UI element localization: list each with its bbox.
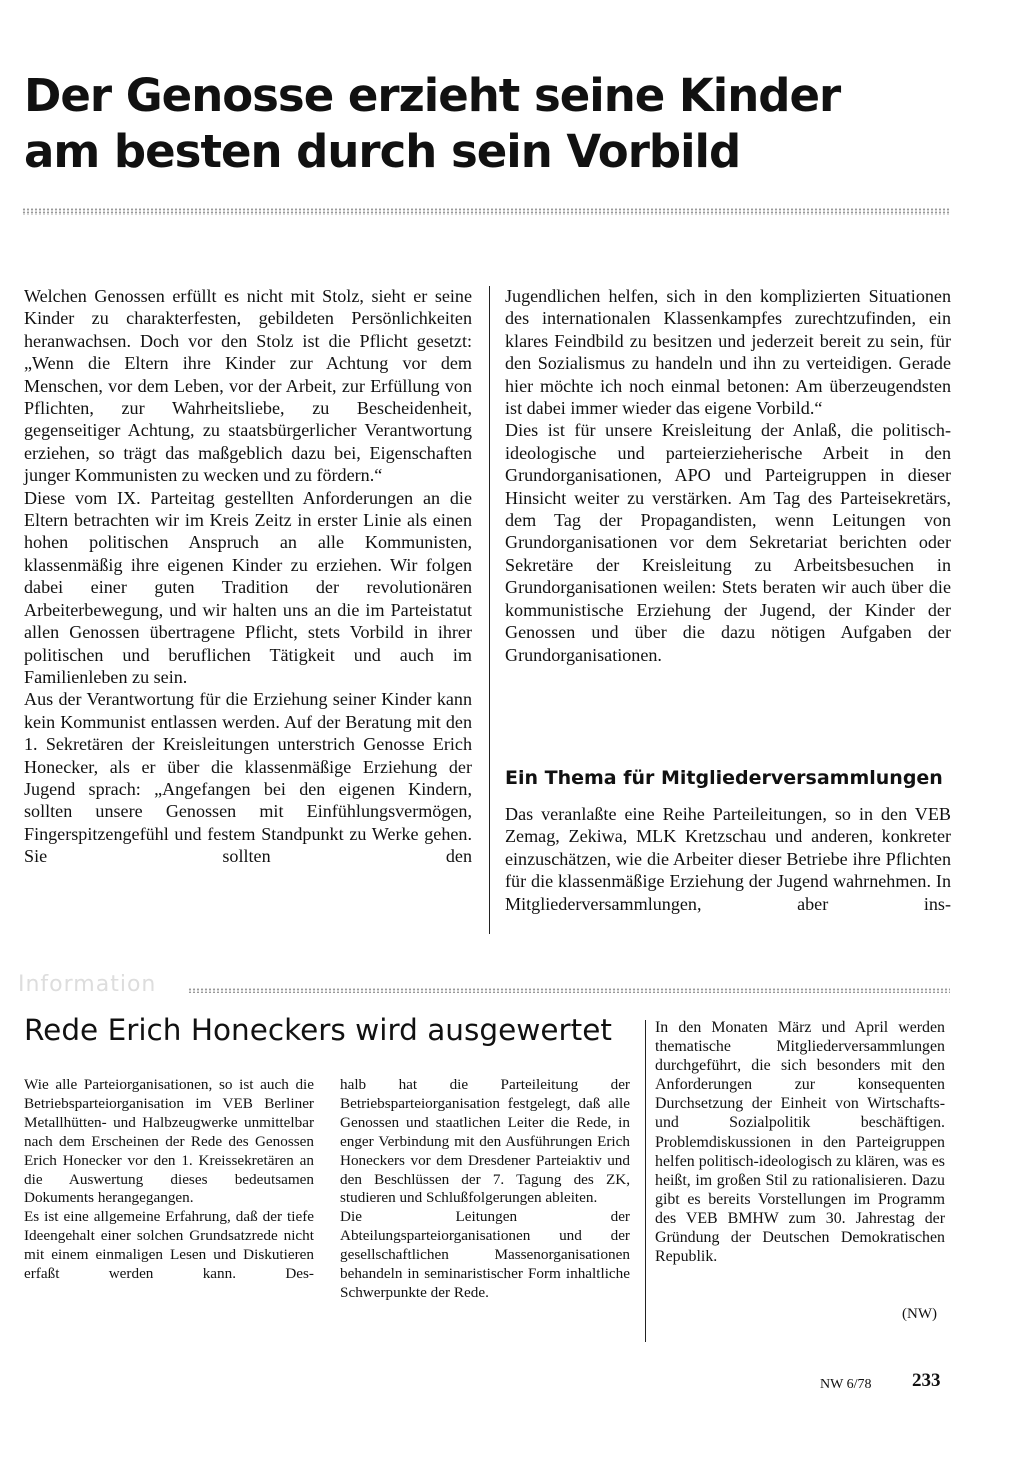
paragraph: Jugendlichen helfen, sich in den komplizierten Situationen des internationalen Klassenkampfes zurechtzufinden, ein klares Feindbild zu besitzen und jederzeit bereit zu sein, für den Sozialismus zu handeln und ihn zu verteidigen. Gerade hier möchte ich noch einmal betonen: Am überzeugendsten ist dabei immer wieder das eigene Vorbild.“ [505,286,951,419]
information-column-divider [645,1020,646,1342]
paragraph: Welchen Genossen erfüllt es nicht mit Stolz, sieht er seine Kinder zu charakterfesten, gebildeten Persönlichkeiten heranwachsen. Doch vor den Stolz ist die Pflicht gesetzt: „Wenn die Eltern ihre Kinder zur Achtung vor dem Menschen, vor dem Leben, vor der Arbeit, zur Erfüllung von Pflichten, zur Wahrheitsliebe, zu Bescheidenheit, gegenseitiger Achtung, zu staatsbürgerlicher Verantwortung erziehen, so trägt das maßgeblich dazu bei, Eigenschaften junger Kommunisten zu wecken und zu fördern.“ [24,286,472,486]
headline-line-2: am besten durch sein Vorbild [24,125,741,178]
paragraph: In den Monaten März und April werden thematische Mitgliederversammlungen durchgeführt, die sich besonders mit den Anforderungen zur konsequenten Durchsetzung der Einheit von Wirtschafts- und Sozialpolitik beschäftigen. Problemdiskussionen in den Parteigruppen helfen politisch-ideologisch zu klären, was es heißt, im großen Stil zu rationalisieren. Dazu gibt es bereits Vorstellungen im Programm des VEB BMHW zum 30. Jahrestag der Gründung der Deutschen Demokratischen Republik. [655,1019,945,1266]
headline-line-1: Der Genosse erzieht seine Kinder [24,69,841,122]
paragraph: Die Leitungen der Abteilungsparteiorganisationen und der gesellschaftlichen Massenorganisationen behandeln in seminaristischer Form inhaltliche Schwerpunkte der Rede. [340,1208,630,1301]
article-column-2 [505,285,951,666]
paragraph: Dies ist für unsere Kreisleitung der Anlaß, die politisch-ideologische und parteierzieherische Arbeit in den Grundorganisationen, APO und Parteigruppen in dieser Hinsicht weiter zu verstärken. Am Tag des Parteisekretärs, dem Tag der Propagandisten, wenn Leitungen von Grundorganisationen vor dem Sekretariat berichten oder Sekretäre der Kreisleitung zu Arbeitsbesuchen in Grundorganisationen weilen: Stets beraten wir auch über die kommunistische Erziehung der Jugend, der Kinder der Genossen und über die dazu nötigen Aufgaben der Grundorganisationen. [505,420,951,665]
information-signature: (NW) [902,1306,937,1322]
article-column-1 [24,285,472,868]
information-column-2 [340,1076,630,1303]
headline-rule [22,208,950,215]
information-rule [188,988,950,993]
column-divider [489,286,490,934]
paragraph: Wie alle Parteiorganisationen, so ist auch die Betriebsparteiorganisation im VEB Berliner Metallhütten- und Halbzeugwerke unmittelbar nach dem Erscheinen der Rede des Genossen Erich Honecker vor den 1. Kreissekretären an die Auswertung dieses bedeutsamen Dokuments herangegangen. [24,1076,314,1207]
issue-label: NW 6/78 [820,1377,872,1392]
information-label: Information [18,972,157,997]
page-number: 233 [912,1370,941,1391]
paragraph: Aus der Verantwortung für die Erziehung seiner Kinder kann kein Kommunist entlassen werden. Auf der Beratung mit den 1. Sekretären der Kreisleitungen unterstrich Genosse Erich Honecker, als er über die klassenmäßige Erziehung der Jugend sprach: „Angefangen bei den eigenen Kindern, sollten unsere Genossen mit Einfühlungsvermögen, Fingerspitzengefühl und festem Standpunkt zu Werke gehen. Sie sollten den [24,689,472,867]
information-headline: Rede Erich Honeckers wird ausgewertet [24,1013,612,1047]
paragraph: Das veranlaßte eine Reihe Parteileitungen, so in den VEB Zemag, Zekiwa, MLK Kretzschau und anderen, konkreter einzuschätzen, wie die Arbeiter dieser Betriebe ihre Pflichten für die klassenmäßige Erziehung der Jugend wahrnehmen. In Mitgliederversammlungen, aber ins- [505,804,951,914]
paragraph: Diese vom IX. Parteitag gestellten Anforderungen an die Eltern betrachten wir im Kreis Zeitz in erster Linie als einen hohen politischen Anspruch an alle Kommunisten, klassenmäßig ihre eigenen Kinder zu erziehen. Wir folgen dabei einer guten Tradition der revolutionären Arbeiterbewegung, und wir halten uns an die im Parteistatut allen Genossen übertragene Pflicht, stets Vorbild in ihrer politischen und beruflichen Tätigkeit und auch im Familienleben zu sein. [24,487,472,687]
paragraph: halb hat die Parteileitung der Betriebsparteiorganisation festgelegt, daß alle Genossen und staatlichen Leiter die Rede, in enger Verbindung mit den Ausführungen Erich Honeckers vor dem Dresdener Parteiaktiv und den Beschlüssen der 7. Tagung des ZK, studieren und Schlußfolgerungen ableiten. [340,1076,630,1207]
information-column-3 [655,1018,945,1266]
paragraph: Es ist eine allgemeine Erfahrung, daß der tiefe Ideengehalt einer solchen Grundsatzrede nicht mit einem einmaligen Lesen und Diskutieren erfaßt werden kann. Des- [24,1208,314,1283]
article-column-2-continued [505,803,951,915]
information-column-1 [24,1076,314,1284]
article-subheading: Ein Thema für Mitgliederversammlungen [505,767,943,789]
article-headline [24,68,984,180]
